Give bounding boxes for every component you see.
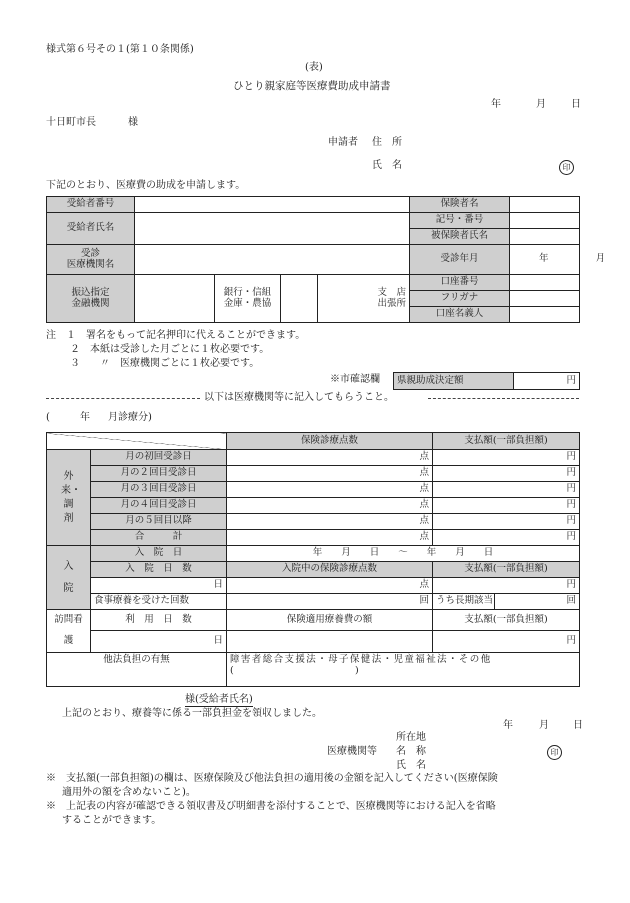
- day-unit: 日: [213, 579, 223, 591]
- yen-unit: 円: [566, 515, 577, 527]
- outpatient-row-label: 月の５回目以降: [91, 514, 227, 530]
- note-3: ３ 〃 医療機関ごとに１枚必要です。: [70, 358, 260, 369]
- recipient-name-label: 受給者氏名: [47, 213, 135, 245]
- period-month: 月診療分): [108, 412, 152, 423]
- long-term-label: うち長期該当: [433, 594, 495, 610]
- address-label: 住 所: [372, 137, 402, 148]
- points-field[interactable]: [227, 450, 433, 466]
- symbol-number-label: 記号・番号: [410, 213, 510, 229]
- account-no-label: 口座番号: [410, 275, 510, 291]
- receipt-institution-label: 医療機関等: [327, 746, 377, 757]
- transfer-label-line1: 振込指定: [71, 286, 110, 298]
- outpatient-row-label: 月の初回受診日: [91, 450, 227, 466]
- divider-left: [46, 398, 200, 399]
- account-holder-field[interactable]: [510, 307, 580, 323]
- receipt-text: 上記のとおり、療養等に係る一部負担金を領収しました。: [62, 708, 322, 719]
- footnote-2b: することができます。: [62, 815, 162, 826]
- visiting-nurse-label: 訪問看護: [47, 610, 91, 653]
- insurer-name-label: 保険者名: [410, 197, 510, 213]
- bank-type-line2: 金庫・農協: [223, 297, 272, 309]
- points-unit: 点: [419, 499, 430, 511]
- covered-amount-field[interactable]: [227, 631, 433, 652]
- payment-total-field[interactable]: [433, 530, 580, 546]
- yen-unit: 円: [566, 467, 577, 479]
- inpatient-points-field[interactable]: [227, 578, 433, 594]
- branch-type-options: [318, 275, 410, 323]
- visit-month-label: 受診年月: [410, 245, 510, 275]
- visit-month-field[interactable]: [510, 245, 606, 275]
- addressee-suffix: 様: [128, 117, 138, 128]
- divider-text: 以下は医療機関等に記入してもらうこと。: [204, 392, 394, 403]
- divider-right: [428, 398, 579, 399]
- receipt-location-label: 所在地: [396, 732, 426, 743]
- bank-type-line1: 銀行・信組: [223, 286, 272, 298]
- payment-field[interactable]: [433, 498, 580, 514]
- yen-unit: 円: [566, 499, 577, 511]
- date-month: 月: [536, 99, 546, 110]
- transfer-label-line2: 金融機関: [71, 297, 110, 309]
- payment-field[interactable]: [433, 450, 580, 466]
- yen-unit: 円: [566, 451, 577, 463]
- recipient-name-line: 様(受給者氏名): [185, 694, 253, 705]
- furigana-field[interactable]: [510, 291, 580, 307]
- inpatient-days-label: 入 院 日 数: [91, 562, 227, 578]
- decision-amount-field[interactable]: [514, 373, 580, 390]
- decision-yen-unit: 円: [566, 374, 576, 386]
- outpatient-row-label: 月の４回目受診日: [91, 498, 227, 514]
- insured-person-field[interactable]: [510, 229, 580, 245]
- points-unit: 点: [419, 483, 430, 495]
- receipt-year: 年: [503, 720, 513, 731]
- branch-type-line1: 支 店: [377, 286, 406, 298]
- branch-name-field[interactable]: [281, 275, 318, 323]
- recipient-no-field[interactable]: [135, 197, 410, 213]
- visit-month-unit: 月: [595, 253, 606, 265]
- bank-name-field[interactable]: [135, 275, 215, 323]
- medical-table: [46, 432, 580, 687]
- yen-unit: 円: [566, 531, 577, 543]
- clinic-label-line2: 医療機関名: [66, 258, 115, 270]
- times-unit: 回: [566, 595, 577, 607]
- note-1: 注 １ 署名をもって記名押印に代えることができます。: [46, 330, 306, 341]
- usage-days-field[interactable]: [91, 631, 227, 652]
- col-header-payment: 支払額(一部負担額): [433, 433, 580, 450]
- period-year: 年: [80, 412, 90, 423]
- footnote-2a: ※ 上記表の内容が確認できる領収書及び明細書を添付することで、医療機関等における記入を省略: [46, 801, 496, 812]
- other-laws-field[interactable]: [227, 652, 580, 686]
- receipt-seal-mark: 印: [547, 745, 562, 760]
- decision-amount-label: 県親助成決定額: [394, 373, 514, 390]
- payment-field[interactable]: [433, 466, 580, 482]
- clinic-name-label: [47, 245, 135, 275]
- receipt-name-label: 名 称: [396, 746, 426, 757]
- account-holder-label: 口座名義人: [410, 307, 510, 323]
- paren-open: (: [230, 664, 234, 676]
- admission-period-field[interactable]: 年 月 日 ～ 年 月 日: [227, 546, 580, 562]
- branch-type-line2: 出張所: [377, 297, 406, 309]
- date-year: 年: [491, 99, 501, 110]
- outpatient-row-label: 月の２回目受診日: [91, 466, 227, 482]
- transfer-bank-label: [47, 275, 135, 323]
- points-unit: 点: [419, 451, 430, 463]
- clinic-name-field[interactable]: [135, 245, 410, 275]
- bank-type-options: [215, 275, 281, 323]
- seal-mark: 印: [559, 160, 574, 175]
- inpatient-days-field[interactable]: [91, 578, 227, 594]
- form-title: ひとり親家庭等医療費助成申請書: [233, 80, 391, 92]
- visiting-payment-label: 支払額(一部負担額): [433, 610, 580, 631]
- points-field[interactable]: [227, 466, 433, 482]
- points-field[interactable]: [227, 482, 433, 498]
- outpatient-group-label: 外来・調剤: [47, 450, 91, 546]
- points-total-field[interactable]: [227, 530, 433, 546]
- payment-field[interactable]: [433, 514, 580, 530]
- insurer-name-field[interactable]: [510, 197, 580, 213]
- other-burden-label: 他法負担の有無: [47, 652, 227, 686]
- points-unit: 点: [419, 579, 430, 591]
- meal-times-label: 食事療養を受けた回数: [91, 594, 227, 610]
- points-unit: 点: [419, 531, 430, 543]
- inpatient-group-label: 入院: [47, 546, 91, 610]
- applicant-label: 申請者: [328, 137, 358, 148]
- admission-period-label: 入 院 日: [91, 546, 227, 562]
- payment-field[interactable]: [433, 482, 580, 498]
- footnote-1a: ※ 支払額(一部負担額)の欄は、医療保険及び他法負担の適用後の金額を記入してください(医療保険: [46, 773, 498, 784]
- applicant-table: [46, 196, 606, 323]
- symbol-number-field[interactable]: [510, 213, 580, 229]
- points-field[interactable]: [227, 514, 433, 530]
- receipt-month: 月: [539, 720, 549, 731]
- date-day: 日: [571, 99, 581, 110]
- yen-unit: 円: [566, 635, 577, 647]
- city-confirm-label: ※市確認欄: [330, 374, 380, 385]
- receipt-person-label: 氏 名: [396, 760, 426, 771]
- furigana-label: フリガナ: [410, 291, 510, 307]
- times-unit: 回: [419, 595, 430, 607]
- outpatient-total-label: 合 計: [91, 530, 227, 546]
- yen-unit: 円: [566, 579, 577, 591]
- insured-person-label: 被保険者氏名: [410, 229, 510, 245]
- day-unit: 日: [213, 635, 223, 647]
- recipient-no-label: 受給者番号: [47, 197, 135, 213]
- account-no-field[interactable]: [510, 275, 580, 291]
- points-unit: 点: [419, 515, 430, 527]
- note-2: ２ 本紙は受診した月ごとに１枚必要です。: [70, 344, 270, 355]
- visit-year-unit: 年: [539, 253, 549, 265]
- form-side-label: (表): [305, 62, 323, 73]
- inpatient-payment-label: 支払額(一部負担額): [433, 562, 580, 578]
- long-term-field[interactable]: [495, 594, 580, 610]
- confirm-table: [393, 372, 580, 390]
- request-text: 下記のとおり、医療費の助成を申請します。: [46, 180, 246, 191]
- usage-days-label: 利 用 日 数: [91, 610, 227, 631]
- recipient-name-field[interactable]: [135, 213, 410, 245]
- col-header-points: 保険診療点数: [227, 433, 433, 450]
- meal-times-field[interactable]: [227, 594, 433, 610]
- footnote-1b: 適用外の額を含めないこと)。: [62, 787, 196, 798]
- points-field[interactable]: [227, 498, 433, 514]
- clinic-label-line1: 受診: [80, 247, 100, 259]
- covered-amount-label: 保険適用療養費の額: [227, 610, 433, 631]
- corner-cell: [47, 433, 227, 450]
- period-open: (: [46, 412, 50, 423]
- paren-close: ): [355, 664, 359, 676]
- points-unit: 点: [419, 467, 430, 479]
- other-laws-text: 障害者総合支援法・母子保健法・児童福祉法・その他: [230, 653, 492, 665]
- outpatient-row-label: 月の３回目受診日: [91, 482, 227, 498]
- name-label: 氏 名: [372, 160, 402, 171]
- visiting-payment-field[interactable]: [433, 631, 580, 652]
- inpatient-payment-field[interactable]: [433, 578, 580, 594]
- receipt-day: 日: [573, 720, 583, 731]
- inpatient-points-label: 入院中の保険診療点数: [227, 562, 433, 578]
- form-number: 様式第６号その１(第１０条関係): [46, 44, 194, 55]
- addressee: 十日町市長: [46, 117, 96, 128]
- yen-unit: 円: [566, 483, 577, 495]
